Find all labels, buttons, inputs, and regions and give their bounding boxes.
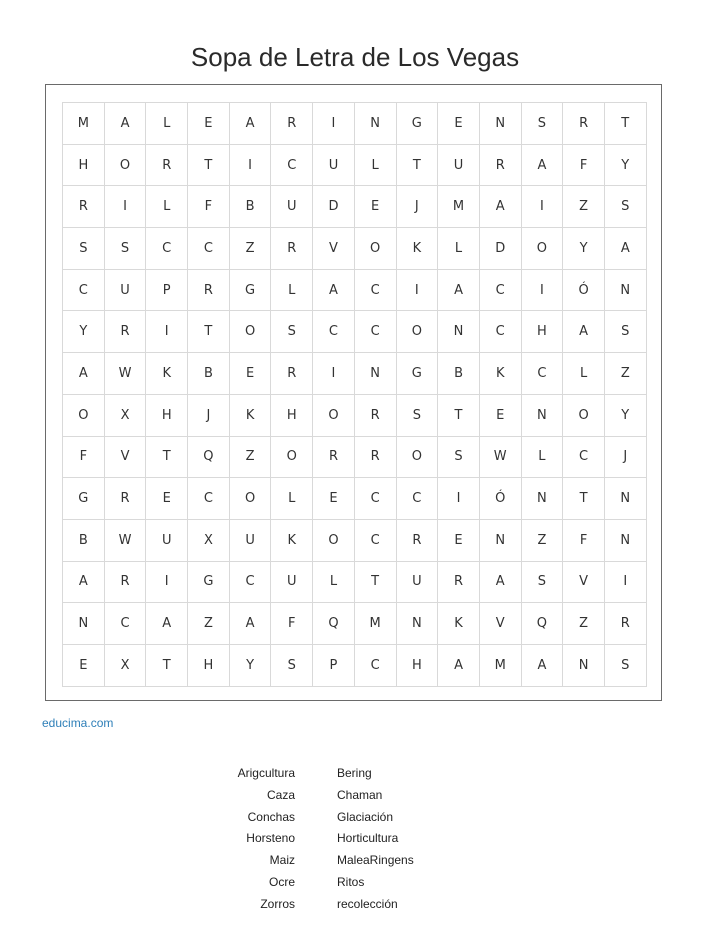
grid-cell: O [63, 395, 105, 437]
grid-cell: T [605, 103, 647, 145]
grid-cell: R [355, 395, 397, 437]
word-list-right [337, 765, 477, 918]
grid-cell: H [63, 145, 105, 187]
grid-cell: I [313, 103, 355, 145]
grid-cell: Y [605, 395, 647, 437]
grid-cell: S [438, 437, 480, 479]
grid-cell: N [63, 603, 105, 645]
grid-cell: R [271, 103, 313, 145]
grid-cell: K [397, 228, 439, 270]
grid-cell: F [563, 520, 605, 562]
grid-cell: L [271, 270, 313, 312]
grid-cell: C [522, 353, 564, 395]
grid-cell: E [63, 645, 105, 687]
grid-cell: Y [230, 645, 272, 687]
grid-cell: R [355, 437, 397, 479]
grid-cell: N [522, 478, 564, 520]
grid-cell: X [188, 520, 230, 562]
grid-cell: O [355, 228, 397, 270]
grid-cell: P [146, 270, 188, 312]
grid-cell: F [563, 145, 605, 187]
grid-cell: O [522, 228, 564, 270]
grid-cell: U [271, 562, 313, 604]
grid-cell: T [355, 562, 397, 604]
grid-cell: H [522, 311, 564, 353]
grid-cell: O [230, 478, 272, 520]
grid-cell: T [146, 645, 188, 687]
grid-cell: Y [63, 311, 105, 353]
grid-cell: S [63, 228, 105, 270]
grid-cell: G [63, 478, 105, 520]
grid-cell: R [438, 562, 480, 604]
grid-cell: M [63, 103, 105, 145]
grid-cell: R [271, 353, 313, 395]
grid-cell: A [522, 645, 564, 687]
grid-cell: U [313, 145, 355, 187]
grid-cell: W [480, 437, 522, 479]
grid-cell: Z [230, 228, 272, 270]
word-item: Chaman [337, 787, 383, 802]
grid-cell: L [146, 103, 188, 145]
letter-grid [62, 102, 647, 687]
grid-cell: L [355, 145, 397, 187]
grid-cell: C [355, 270, 397, 312]
grid-cell: N [355, 103, 397, 145]
grid-cell: L [522, 437, 564, 479]
grid-cell: C [397, 478, 439, 520]
grid-cell: C [355, 478, 397, 520]
grid-cell: A [313, 270, 355, 312]
grid-cell: A [480, 186, 522, 228]
grid-cell: N [522, 395, 564, 437]
grid-cell: Q [313, 603, 355, 645]
grid-cell: Y [605, 145, 647, 187]
grid-cell: E [480, 395, 522, 437]
grid-cell: C [63, 270, 105, 312]
grid-cell: C [313, 311, 355, 353]
grid-cell: G [230, 270, 272, 312]
grid-cell: A [563, 311, 605, 353]
grid-cell: I [105, 186, 147, 228]
word-item: Ocre [268, 874, 295, 889]
grid-cell: J [188, 395, 230, 437]
grid-cell: T [188, 145, 230, 187]
grid-cell: B [438, 353, 480, 395]
grid-cell: E [188, 103, 230, 145]
grid-cell: H [146, 395, 188, 437]
grid-cell: B [63, 520, 105, 562]
grid-cell: A [230, 103, 272, 145]
grid-cell: V [480, 603, 522, 645]
grid-cell: S [522, 562, 564, 604]
grid-cell: E [313, 478, 355, 520]
grid-cell: I [230, 145, 272, 187]
grid-cell: O [105, 145, 147, 187]
grid-cell: N [438, 311, 480, 353]
grid-cell: E [230, 353, 272, 395]
grid-cell: G [188, 562, 230, 604]
grid-cell: L [146, 186, 188, 228]
grid-cell: U [438, 145, 480, 187]
grid-cell: N [480, 520, 522, 562]
grid-cell: I [438, 478, 480, 520]
grid-cell: C [146, 228, 188, 270]
grid-cell: G [397, 353, 439, 395]
grid-cell: Q [522, 603, 564, 645]
grid-cell: U [397, 562, 439, 604]
grid-cell: S [522, 103, 564, 145]
grid-cell: S [605, 645, 647, 687]
grid-cell: W [105, 353, 147, 395]
grid-cell: R [480, 145, 522, 187]
grid-cell: R [63, 186, 105, 228]
grid-cell: N [355, 353, 397, 395]
grid-cell: Ó [563, 270, 605, 312]
grid-cell: C [563, 437, 605, 479]
grid-cell: V [105, 437, 147, 479]
grid-cell: Y [563, 228, 605, 270]
grid-cell: O [397, 311, 439, 353]
grid-cell: M [355, 603, 397, 645]
grid-cell: K [230, 395, 272, 437]
grid-cell: Z [563, 186, 605, 228]
grid-cell: A [105, 103, 147, 145]
grid-cell: C [105, 603, 147, 645]
grid-cell: Q [188, 437, 230, 479]
word-item: Maiz [269, 853, 295, 868]
grid-cell: U [230, 520, 272, 562]
word-item: Horsteno [246, 831, 295, 846]
grid-cell: X [105, 645, 147, 687]
grid-cell: X [105, 395, 147, 437]
word-item: MaleaRingens [337, 853, 414, 868]
word-item: Conchas [247, 809, 295, 824]
grid-cell: D [480, 228, 522, 270]
grid-cell: I [313, 353, 355, 395]
grid-cell: N [480, 103, 522, 145]
grid-cell: R [105, 311, 147, 353]
grid-cell: M [480, 645, 522, 687]
grid-cell: Z [522, 520, 564, 562]
grid-cell: K [438, 603, 480, 645]
grid-cell: Z [188, 603, 230, 645]
grid-cell: A [522, 145, 564, 187]
grid-cell: F [271, 603, 313, 645]
grid-cell: I [605, 562, 647, 604]
grid-cell: M [438, 186, 480, 228]
grid-cell: C [480, 270, 522, 312]
grid-cell: Z [230, 437, 272, 479]
grid-cell: I [146, 562, 188, 604]
grid-cell: H [271, 395, 313, 437]
grid-cell: S [605, 311, 647, 353]
grid-cell: B [230, 186, 272, 228]
grid-cell: U [146, 520, 188, 562]
word-item: Bering [337, 766, 372, 780]
grid-cell: I [522, 186, 564, 228]
grid-cell: C [355, 311, 397, 353]
grid-cell: S [397, 395, 439, 437]
grid-cell: Ó [480, 478, 522, 520]
grid-cell: O [563, 395, 605, 437]
word-list-left [200, 765, 295, 918]
word-item: Zorros [260, 896, 295, 911]
grid-cell: C [355, 520, 397, 562]
grid-cell: V [313, 228, 355, 270]
grid-cell: H [188, 645, 230, 687]
grid-cell: T [188, 311, 230, 353]
grid-cell: N [605, 520, 647, 562]
grid-cell: O [397, 437, 439, 479]
grid-cell: N [397, 603, 439, 645]
grid-cell: L [563, 353, 605, 395]
grid-cell: R [188, 270, 230, 312]
grid-cell: G [397, 103, 439, 145]
word-item: Glaciación [337, 809, 394, 824]
grid-cell: S [271, 311, 313, 353]
grid-cell: K [146, 353, 188, 395]
grid-cell: R [313, 437, 355, 479]
grid-cell: I [146, 311, 188, 353]
grid-cell: J [605, 437, 647, 479]
grid-cell: E [438, 103, 480, 145]
grid-cell: R [105, 478, 147, 520]
grid-cell: C [355, 645, 397, 687]
grid-cell: J [397, 186, 439, 228]
grid-cell: A [146, 603, 188, 645]
grid-cell: T [397, 145, 439, 187]
grid-cell: F [63, 437, 105, 479]
grid-cell: N [563, 645, 605, 687]
grid-cell: D [313, 186, 355, 228]
word-item: Horticultura [337, 831, 399, 846]
grid-cell: R [105, 562, 147, 604]
grid-cell: N [605, 478, 647, 520]
grid-cell: R [563, 103, 605, 145]
grid-cell: T [438, 395, 480, 437]
grid-cell: E [146, 478, 188, 520]
word-item: Ritos [337, 874, 365, 889]
grid-cell: S [271, 645, 313, 687]
grid-cell: L [313, 562, 355, 604]
grid-cell: U [105, 270, 147, 312]
grid-cell: K [480, 353, 522, 395]
grid-cell: R [397, 520, 439, 562]
grid-cell: O [313, 520, 355, 562]
grid-cell: C [230, 562, 272, 604]
word-item: recolección [337, 896, 398, 911]
grid-cell: C [188, 478, 230, 520]
grid-cell: A [438, 645, 480, 687]
grid-cell: A [605, 228, 647, 270]
grid-cell: A [480, 562, 522, 604]
grid-cell: I [522, 270, 564, 312]
word-item: Arigcultura [237, 766, 295, 780]
grid-cell: Z [605, 353, 647, 395]
grid-cell: E [355, 186, 397, 228]
grid-cell: A [63, 353, 105, 395]
page-title: Sopa de Letra de Los Vegas [190, 42, 520, 72]
grid-cell: P [313, 645, 355, 687]
grid-cell: O [230, 311, 272, 353]
grid-cell: V [563, 562, 605, 604]
grid-cell: T [563, 478, 605, 520]
grid-cell: C [188, 228, 230, 270]
grid-cell: R [146, 145, 188, 187]
grid-cell: U [271, 186, 313, 228]
grid-cell: T [146, 437, 188, 479]
grid-cell: A [438, 270, 480, 312]
grid-cell: B [188, 353, 230, 395]
grid-cell: L [438, 228, 480, 270]
grid-cell: S [105, 228, 147, 270]
grid-cell: H [397, 645, 439, 687]
grid-cell: R [271, 228, 313, 270]
grid-cell: L [271, 478, 313, 520]
grid-cell: K [271, 520, 313, 562]
brand-link[interactable]: educima.com [42, 716, 114, 730]
grid-cell: R [605, 603, 647, 645]
grid-cell: Z [563, 603, 605, 645]
grid-cell: A [63, 562, 105, 604]
grid-cell: A [230, 603, 272, 645]
grid-cell: S [605, 186, 647, 228]
grid-cell: C [480, 311, 522, 353]
grid-cell: F [188, 186, 230, 228]
grid-cell: O [271, 437, 313, 479]
grid-cell: W [105, 520, 147, 562]
grid-cell: N [605, 270, 647, 312]
grid-cell: C [271, 145, 313, 187]
word-item: Caza [266, 787, 295, 802]
grid-cell: O [313, 395, 355, 437]
grid-cell: E [438, 520, 480, 562]
grid-cell: I [397, 270, 439, 312]
